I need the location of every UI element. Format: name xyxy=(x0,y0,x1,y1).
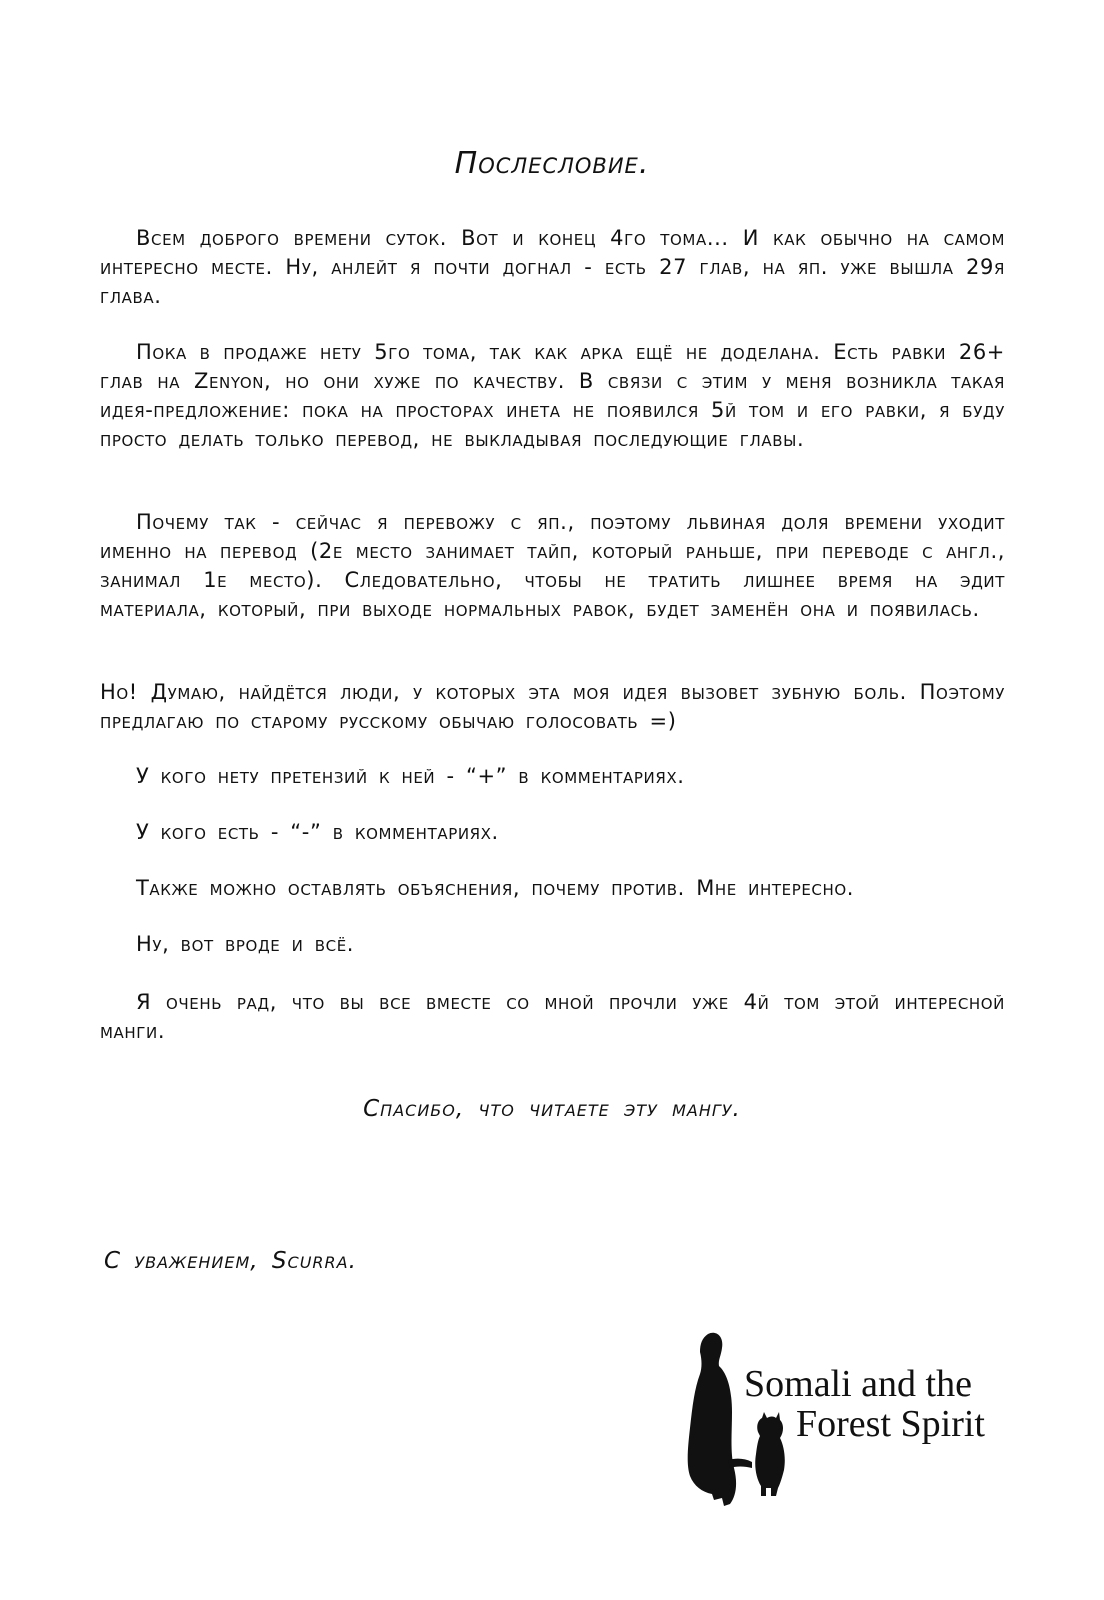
paragraph-thats-all: Ну, вот вроде и всё. xyxy=(136,932,355,956)
paragraph-vote-minus: У кого есть - “-” в комментариях. xyxy=(136,820,499,844)
silhouette-figures-icon xyxy=(672,1328,792,1528)
series-logo xyxy=(672,1328,1032,1528)
paragraph-vote-plus: У кого нету претензий к ней - “+” в комментариях. xyxy=(136,764,685,788)
paragraph-volume-status: Пока в продаже нету 5го тома, так как арка ещё не доделана. Есть равки 26+ глав на Zenyon, но они хуже по качеству. В связи с этим у меня возникла такая идея-предложение: пока на просторах инета не появился 5й том и его равки, я буду просто делать только перевод, не выкладывая последующие главы. xyxy=(100,340,1005,451)
logo-title-line1: Somali and the xyxy=(744,1363,972,1405)
signature: С уважением, Scurra. xyxy=(104,1248,357,1274)
paragraph-explanations: Также можно оставлять объяснения, почему против. Мне интересно. xyxy=(136,876,855,900)
paragraph-greeting: Всем доброго времени суток. Вот и конец 4го тома... И как обычно на самом интересно месте. Ну, анлейт я почти догнал - есть 27 глав, на яп. уже вышла 29я глава. xyxy=(100,226,1005,308)
logo-title-line2: Forest Spirit xyxy=(796,1403,985,1445)
paragraph-gratitude: Я очень рад, что вы все вместе со мной прочли уже 4й том этой интересной манги. xyxy=(100,990,1005,1043)
paragraph-vote-intro: Но! Думаю, найдётся люди, у которых эта моя идея вызовет зубную боль. Поэтому предлагаю по старому русскому обычаю голосовать =) xyxy=(100,680,1005,733)
paragraph-reason: Почему так - сейчас я перевожу с яп., поэтому львиная доля времени уходит именно на перевод (2е место занимает тайп, который раньше, при переводе с англ., занимал 1е место). Следовательно, чтобы не тратить лишнее время на эдит материала, который, при выходе нормальных равок, будет заменён она и появилась. xyxy=(100,510,1005,621)
thanks-line: Спасибо, что читаете эту мангу. xyxy=(363,1096,741,1122)
page-title: Послесловие. xyxy=(454,146,650,181)
